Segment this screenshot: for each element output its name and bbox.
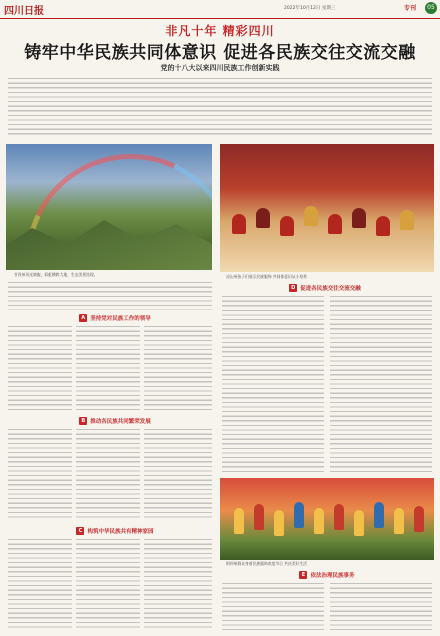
figure <box>414 506 424 532</box>
section-header-c: C 构筑中华民族共有精神家园 <box>50 526 180 536</box>
figure <box>352 208 366 228</box>
section-header-b: B 推动各民族共同繁荣发展 <box>50 416 180 426</box>
figure <box>314 508 324 534</box>
section-d-text-col1 <box>222 296 324 472</box>
landscape-photo <box>6 144 212 270</box>
section-e-text-col2 <box>330 583 432 631</box>
section-b-text-col2 <box>76 429 140 521</box>
figure <box>280 216 294 236</box>
section-a-text-col2 <box>76 326 140 412</box>
children-photo <box>220 144 434 272</box>
section-header-d: D 促进各民族交往交流交融 <box>291 285 361 292</box>
section-header-e: E 依法治理民族事务 <box>262 570 392 580</box>
figure <box>376 216 390 236</box>
dance-photo <box>220 478 434 560</box>
children-caption: 凉山州孩子们展示民族服饰 共同体意识从小培养 <box>226 274 307 279</box>
dance-caption: 阿坝州群众身着民族服饰欢度节日 共庆美好生活 <box>226 561 307 566</box>
page-number-badge: 05 <box>425 2 437 14</box>
subtitle: 党的十八大以来四川民族工作创新实践 <box>160 64 280 72</box>
figure <box>234 508 244 534</box>
figure <box>256 208 270 228</box>
figure <box>328 214 342 234</box>
section-badge: A <box>79 314 87 322</box>
newspaper-logo: 四川日报 <box>4 6 44 17</box>
section-a-text-col1 <box>8 326 72 412</box>
page-title: 铸牢中华民族共同体意识 促进各民族交往交流交融 <box>24 43 416 63</box>
section-badge: C <box>76 527 84 535</box>
figure <box>254 504 264 530</box>
dateline: 2022年10月12日 星期三 <box>284 6 336 11</box>
figure <box>334 504 344 530</box>
section-a-text-col3 <box>144 326 212 412</box>
column-title: 非凡十年 精彩四川 <box>165 24 275 38</box>
section-c-text-col3 <box>144 539 212 631</box>
section-b-text-col1 <box>8 429 72 521</box>
section-e-text-col1 <box>222 583 324 631</box>
left-intro-text <box>8 282 212 310</box>
section-badge: B <box>79 417 87 425</box>
section-header-a: A 坚持党对民族工作的领导 <box>50 313 180 323</box>
figure <box>354 510 364 536</box>
department-label: 专刊 <box>404 5 417 12</box>
figure <box>294 502 304 528</box>
masthead <box>0 0 440 19</box>
section-badge: D <box>291 285 296 291</box>
figure <box>374 502 384 528</box>
section-badge: E <box>299 571 307 579</box>
figure <box>232 214 246 234</box>
figure <box>274 510 284 536</box>
figure <box>304 206 318 226</box>
figure <box>400 210 414 230</box>
section-b-text-col3 <box>144 429 212 521</box>
section-c-text-col1 <box>8 539 72 631</box>
figure <box>394 508 404 534</box>
landscape-caption: 甘孜州风光旖旎，彩虹横跨大地，生态美景迭现。 <box>14 272 98 277</box>
section-d-text-col2 <box>330 296 432 472</box>
intro-paragraph <box>8 78 432 136</box>
section-c-text-col2 <box>76 539 140 631</box>
